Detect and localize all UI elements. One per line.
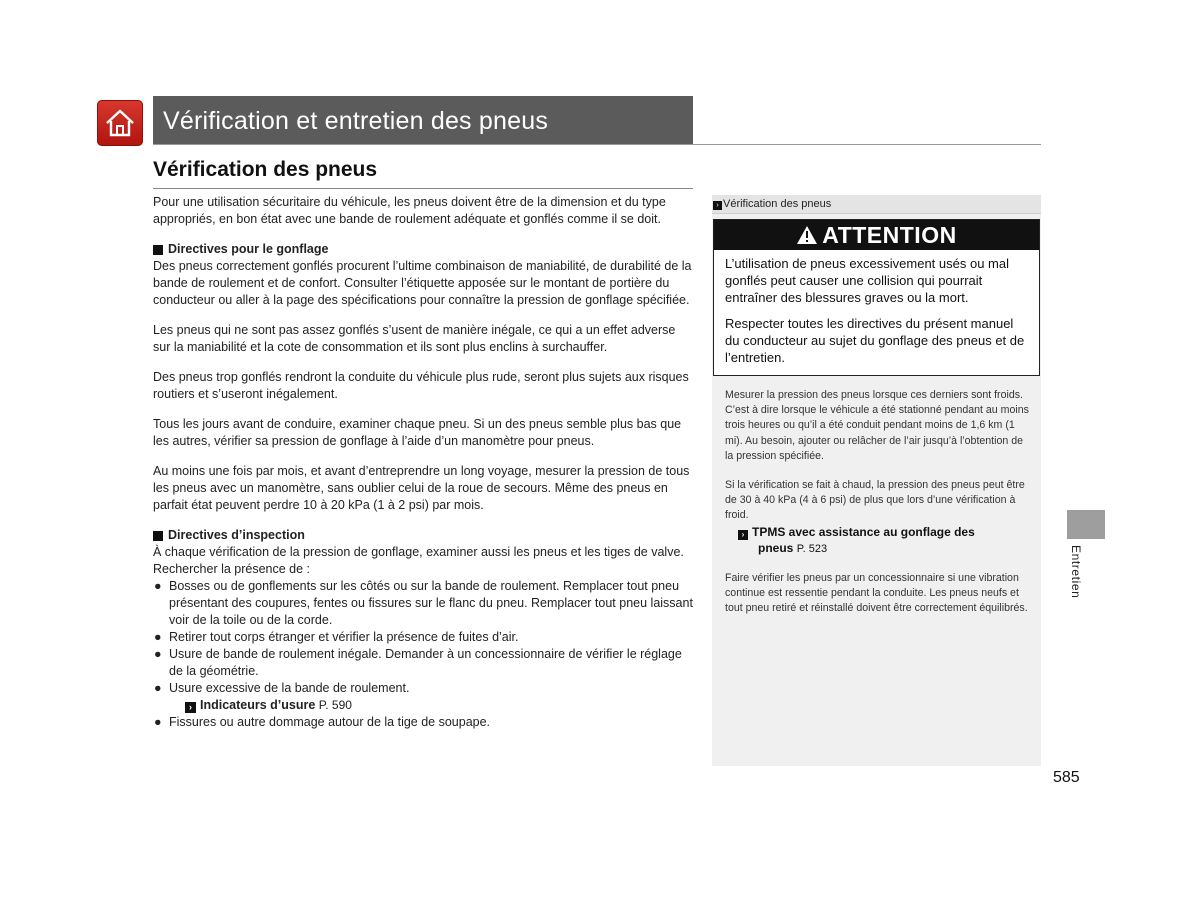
list-item: ● Usure de bande de roulement inégale. Demander à un concessionnaire de vérifier le réglage de la géométrie. [154, 647, 682, 678]
tpms-link[interactable]: › TPMS avec assistance au gonflage des pneus P. 523 [725, 524, 1030, 557]
home-icon [103, 106, 137, 140]
list-item: ● Bosses ou de gonflements sur les côtés ou sur la bande de roulement. Remplacer tout pneu présentant des coupures, fentes ou fissures sur le flanc du pneu. Remplacer tout pneu laissant voir de la toile ou de la corde. [154, 579, 693, 627]
inspection-heading: Directives d’inspection [153, 527, 693, 544]
chapter-tab-label: Entretien [1069, 545, 1083, 599]
square-bullet-icon [153, 531, 163, 541]
side-note-2: Si la vérification se fait à chaud, la pression des pneus peut être de 30 à 40 kPa (4 à 6 psi) de plus que lors d’une vérification à froid. [725, 479, 1025, 522]
arrow-right-icon: › [738, 530, 748, 540]
square-bullet-icon [153, 245, 163, 255]
inflation-paragraph-3: Des pneus trop gonflés rendront la conduite du véhicule plus rude, seront plus sujets aux risques routiers et s’useront inégalement. [153, 370, 689, 401]
inflation-paragraph-2: Les pneus qui ne sont pas assez gonflés s’usent de manière inégale, ce qui a un effet adverse sur la maniabilité et la cote de consommation et ils sont plus enclins à surchauffer. [153, 323, 676, 354]
list-item: ● Fissures ou autre dommage autour de la tige de soupape. [154, 715, 491, 729]
side-notes-header: › Vérification des pneus [712, 195, 1041, 214]
inflation-heading: Directives pour le gonflage [153, 241, 693, 258]
intro-paragraph: Pour une utilisation sécuritaire du véhicule, les pneus doivent être de la dimension et du type appropriés, en bon état avec une bande de roulement adéquate et gonflés comme il se doit. [153, 195, 666, 226]
list-item: ● Retirer tout corps étranger et vérifier la présence de fuites d’air. [154, 630, 519, 644]
side-notes [725, 388, 1030, 630]
chapter-title-bar [153, 96, 693, 144]
arrow-right-icon: › [185, 702, 196, 713]
warning-triangle-icon [796, 225, 818, 245]
note-marker-icon: › [713, 201, 722, 210]
section-title: Vérification des pneus [153, 158, 378, 181]
page-number: 585 [1053, 769, 1080, 786]
home-button[interactable] [97, 100, 143, 146]
main-content [153, 194, 693, 731]
inspection-list [153, 578, 693, 731]
inflation-paragraph-5: Au moins une fois par mois, et avant d’entreprendre un long voyage, mesurer la pression de tous les pneus avec un manomètre, sans oublier celui de la roue de secours. Même des pneus en parfait état peuvent perdre 10 à 20 kPa (1 à 2 psi) par mois. [153, 464, 690, 512]
attention-text-1: L’utilisation de pneus excessivement usés ou mal gonflés peut causer une collision qui pourrait entraîner des blessures graves ou la mort. [725, 256, 1009, 305]
side-note-3: Faire vérifier les pneus par un concessionnaire si une vibration continue est ressentie pendant la conduite. Les pneus neufs et tout pneu retiré et réinstallé doivent être correctement équilibrés. [725, 571, 1028, 615]
wear-indicator-link[interactable]: › Indicateurs d’usure P. 590 [169, 697, 693, 714]
attention-box [713, 219, 1040, 376]
inspection-intro: À chaque vérification de la pression de gonflage, examiner aussi les pneus et les tiges de valve. Rechercher la présence de : [153, 545, 684, 576]
attention-text-2: Respecter toutes les directives du présent manuel du conducteur au sujet du gonflage des pneus et de l’entretien. [725, 316, 1025, 365]
inflation-paragraph-1: Des pneus correctement gonflés procurent l’ultime combinaison de maniabilité, de durabilité de la bande de roulement et de confort. Consulter l’étiquette apposée sur le montant de portière du conducteur ou aller à la page des spécifications pour connaître la pression de gonflage spécifiée. [153, 259, 692, 307]
chapter-tab[interactable] [1067, 510, 1105, 539]
list-item: ● Usure excessive de la bande de roulement. › Indicateurs d’usure P. 590 [153, 680, 693, 714]
chapter-title: Vérification et entretien des pneus [163, 107, 549, 135]
inflation-paragraph-4: Tous les jours avant de conduire, examiner chaque pneu. Si un des pneus semble plus bas que les autres, vérifier sa pression de gonflage à l’aide d’un manomètre pour pneus. [153, 417, 682, 448]
side-note-1: Mesurer la pression des pneus lorsque ces derniers sont froids. C’est à dire lorsque le véhicule a été stationné pendant au moins trois heures ou qu’il a été conduit pendant moins de 1,6 km (1 mi). Au besoin, ajouter ou relâcher de l’air jusqu’à l’obtention de la pression spécifiée. [725, 389, 1029, 462]
section-divider [153, 188, 693, 189]
title-divider [153, 144, 1041, 145]
attention-header: ATTENTION [714, 220, 1039, 250]
